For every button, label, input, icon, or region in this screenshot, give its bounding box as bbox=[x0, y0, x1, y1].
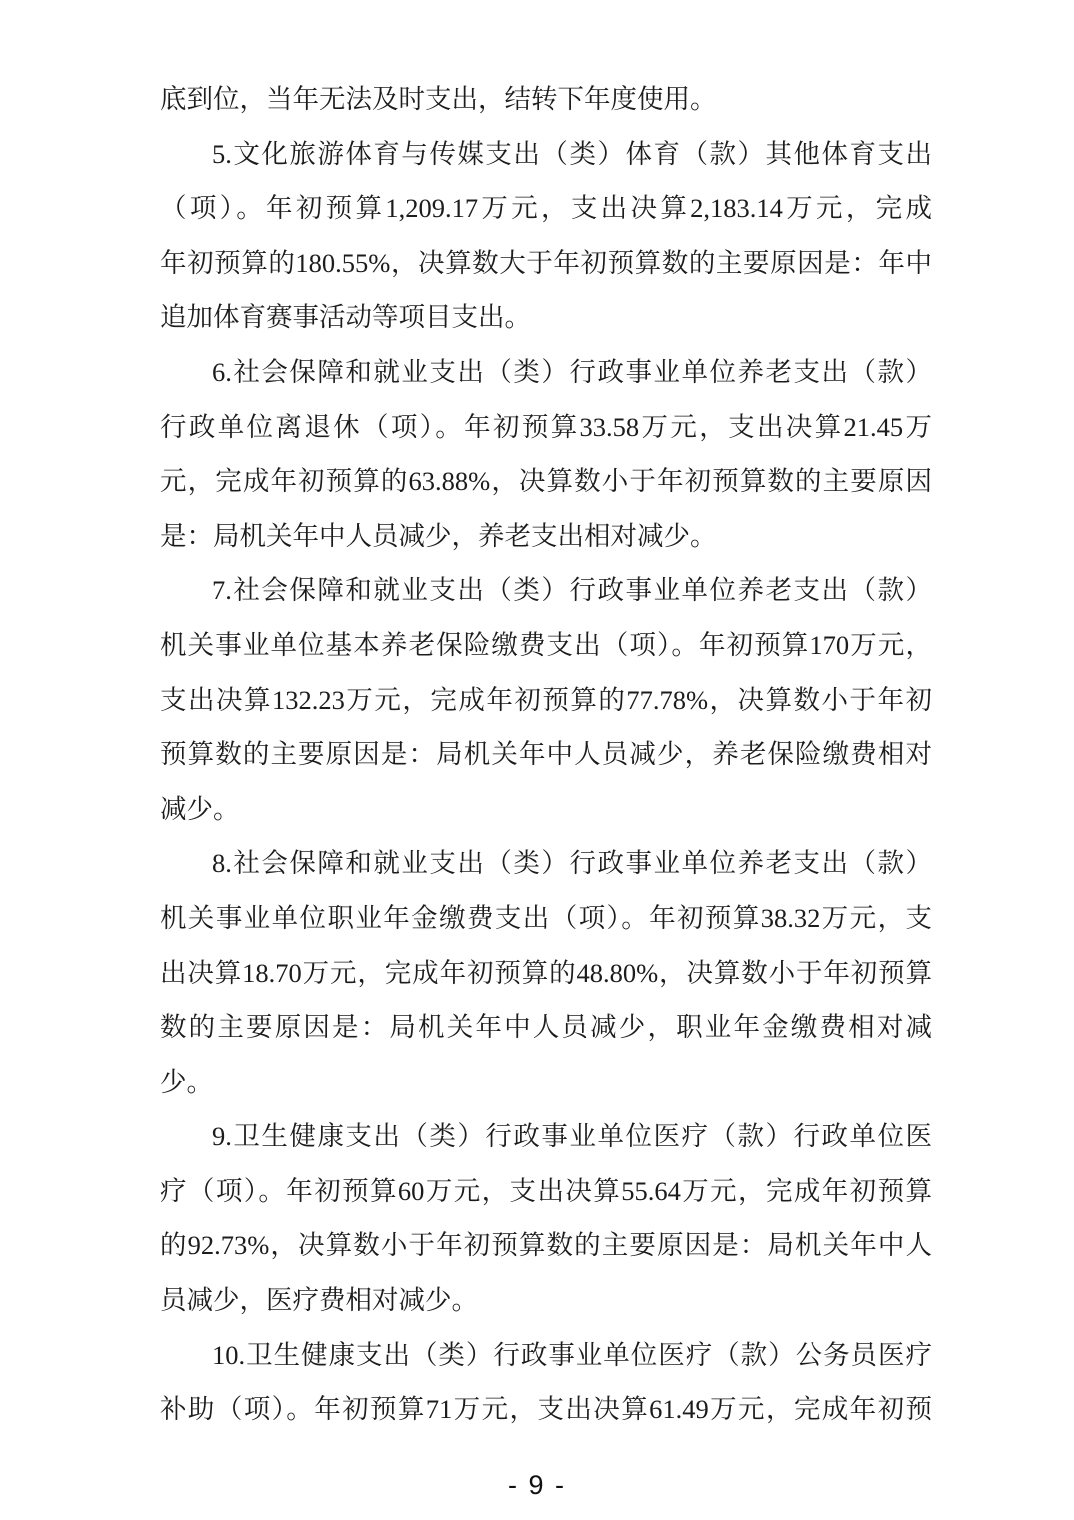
text-line: 是：局机关年中人员减少，养老支出相对减少。 bbox=[160, 520, 717, 551]
body-text bbox=[160, 72, 932, 1437]
text-line: 的92.73%，决算数小于年初预算数的主要原因是：局机关年中人 bbox=[160, 1230, 932, 1261]
text-line: 追加体育赛事活动等项目支出。 bbox=[160, 302, 531, 333]
text-line: 出决算18.70万元，完成年初预算的48.80%，决算数小于年初预算 bbox=[160, 957, 932, 988]
text-line: 年初预算的180.55%，决算数大于年初预算数的主要原因是：年中 bbox=[160, 247, 932, 278]
text-line: 补助（项）。年初预算71万元，支出决算61.49万元，完成年初预 bbox=[160, 1394, 932, 1425]
text-line: 8.社会保障和就业支出（类）行政事业单位养老支出（款） bbox=[212, 848, 932, 879]
text-line: 机关事业单位基本养老保险缴费支出（项）。年初预算170万元， bbox=[160, 629, 932, 660]
text-line: 预算数的主要原因是：局机关年中人员减少，养老保险缴费相对 bbox=[160, 739, 932, 770]
text-line: 行政单位离退休（项）。年初预算33.58万元，支出决算21.45万 bbox=[160, 411, 932, 442]
text-line: 支出决算132.23万元，完成年初预算的77.78%，决算数小于年初 bbox=[160, 684, 932, 715]
text-line: 数的主要原因是：局机关年中人员减少，职业年金缴费相对减 bbox=[160, 1012, 932, 1043]
text-line: 10.卫生健康支出（类）行政事业单位医疗（款）公务员医疗 bbox=[212, 1339, 932, 1370]
text-line: 5.文化旅游体育与传媒支出（类）体育（款）其他体育支出 bbox=[212, 138, 932, 169]
text-line: 9.卫生健康支出（类）行政事业单位医疗（款）行政单位医 bbox=[212, 1121, 932, 1152]
text-line: 元，完成年初预算的63.88%，决算数小于年初预算数的主要原因 bbox=[160, 466, 932, 497]
text-line: 减少。 bbox=[160, 793, 240, 824]
text-line: 底到位，当年无法及时支出，结转下年度使用。 bbox=[160, 84, 717, 114]
text-line: 少。 bbox=[160, 1066, 213, 1097]
text-line: 机关事业单位职业年金缴费支出（项）。年初预算38.32万元，支 bbox=[160, 902, 932, 933]
text-line: 员减少，医疗费相对减少。 bbox=[160, 1285, 478, 1316]
text-line: 6.社会保障和就业支出（类）行政事业单位养老支出（款） bbox=[212, 356, 932, 387]
text-line: 7.社会保障和就业支出（类）行政事业单位养老支出（款） bbox=[212, 575, 932, 606]
page-number: - 9 - bbox=[507, 1470, 566, 1500]
text-line: 疗（项）。年初预算60万元，支出决算55.64万元，完成年初预算 bbox=[160, 1175, 932, 1206]
text-line: （项）。年初预算1,209.17万元，支出决算2,183.14万元，完成 bbox=[160, 193, 932, 224]
